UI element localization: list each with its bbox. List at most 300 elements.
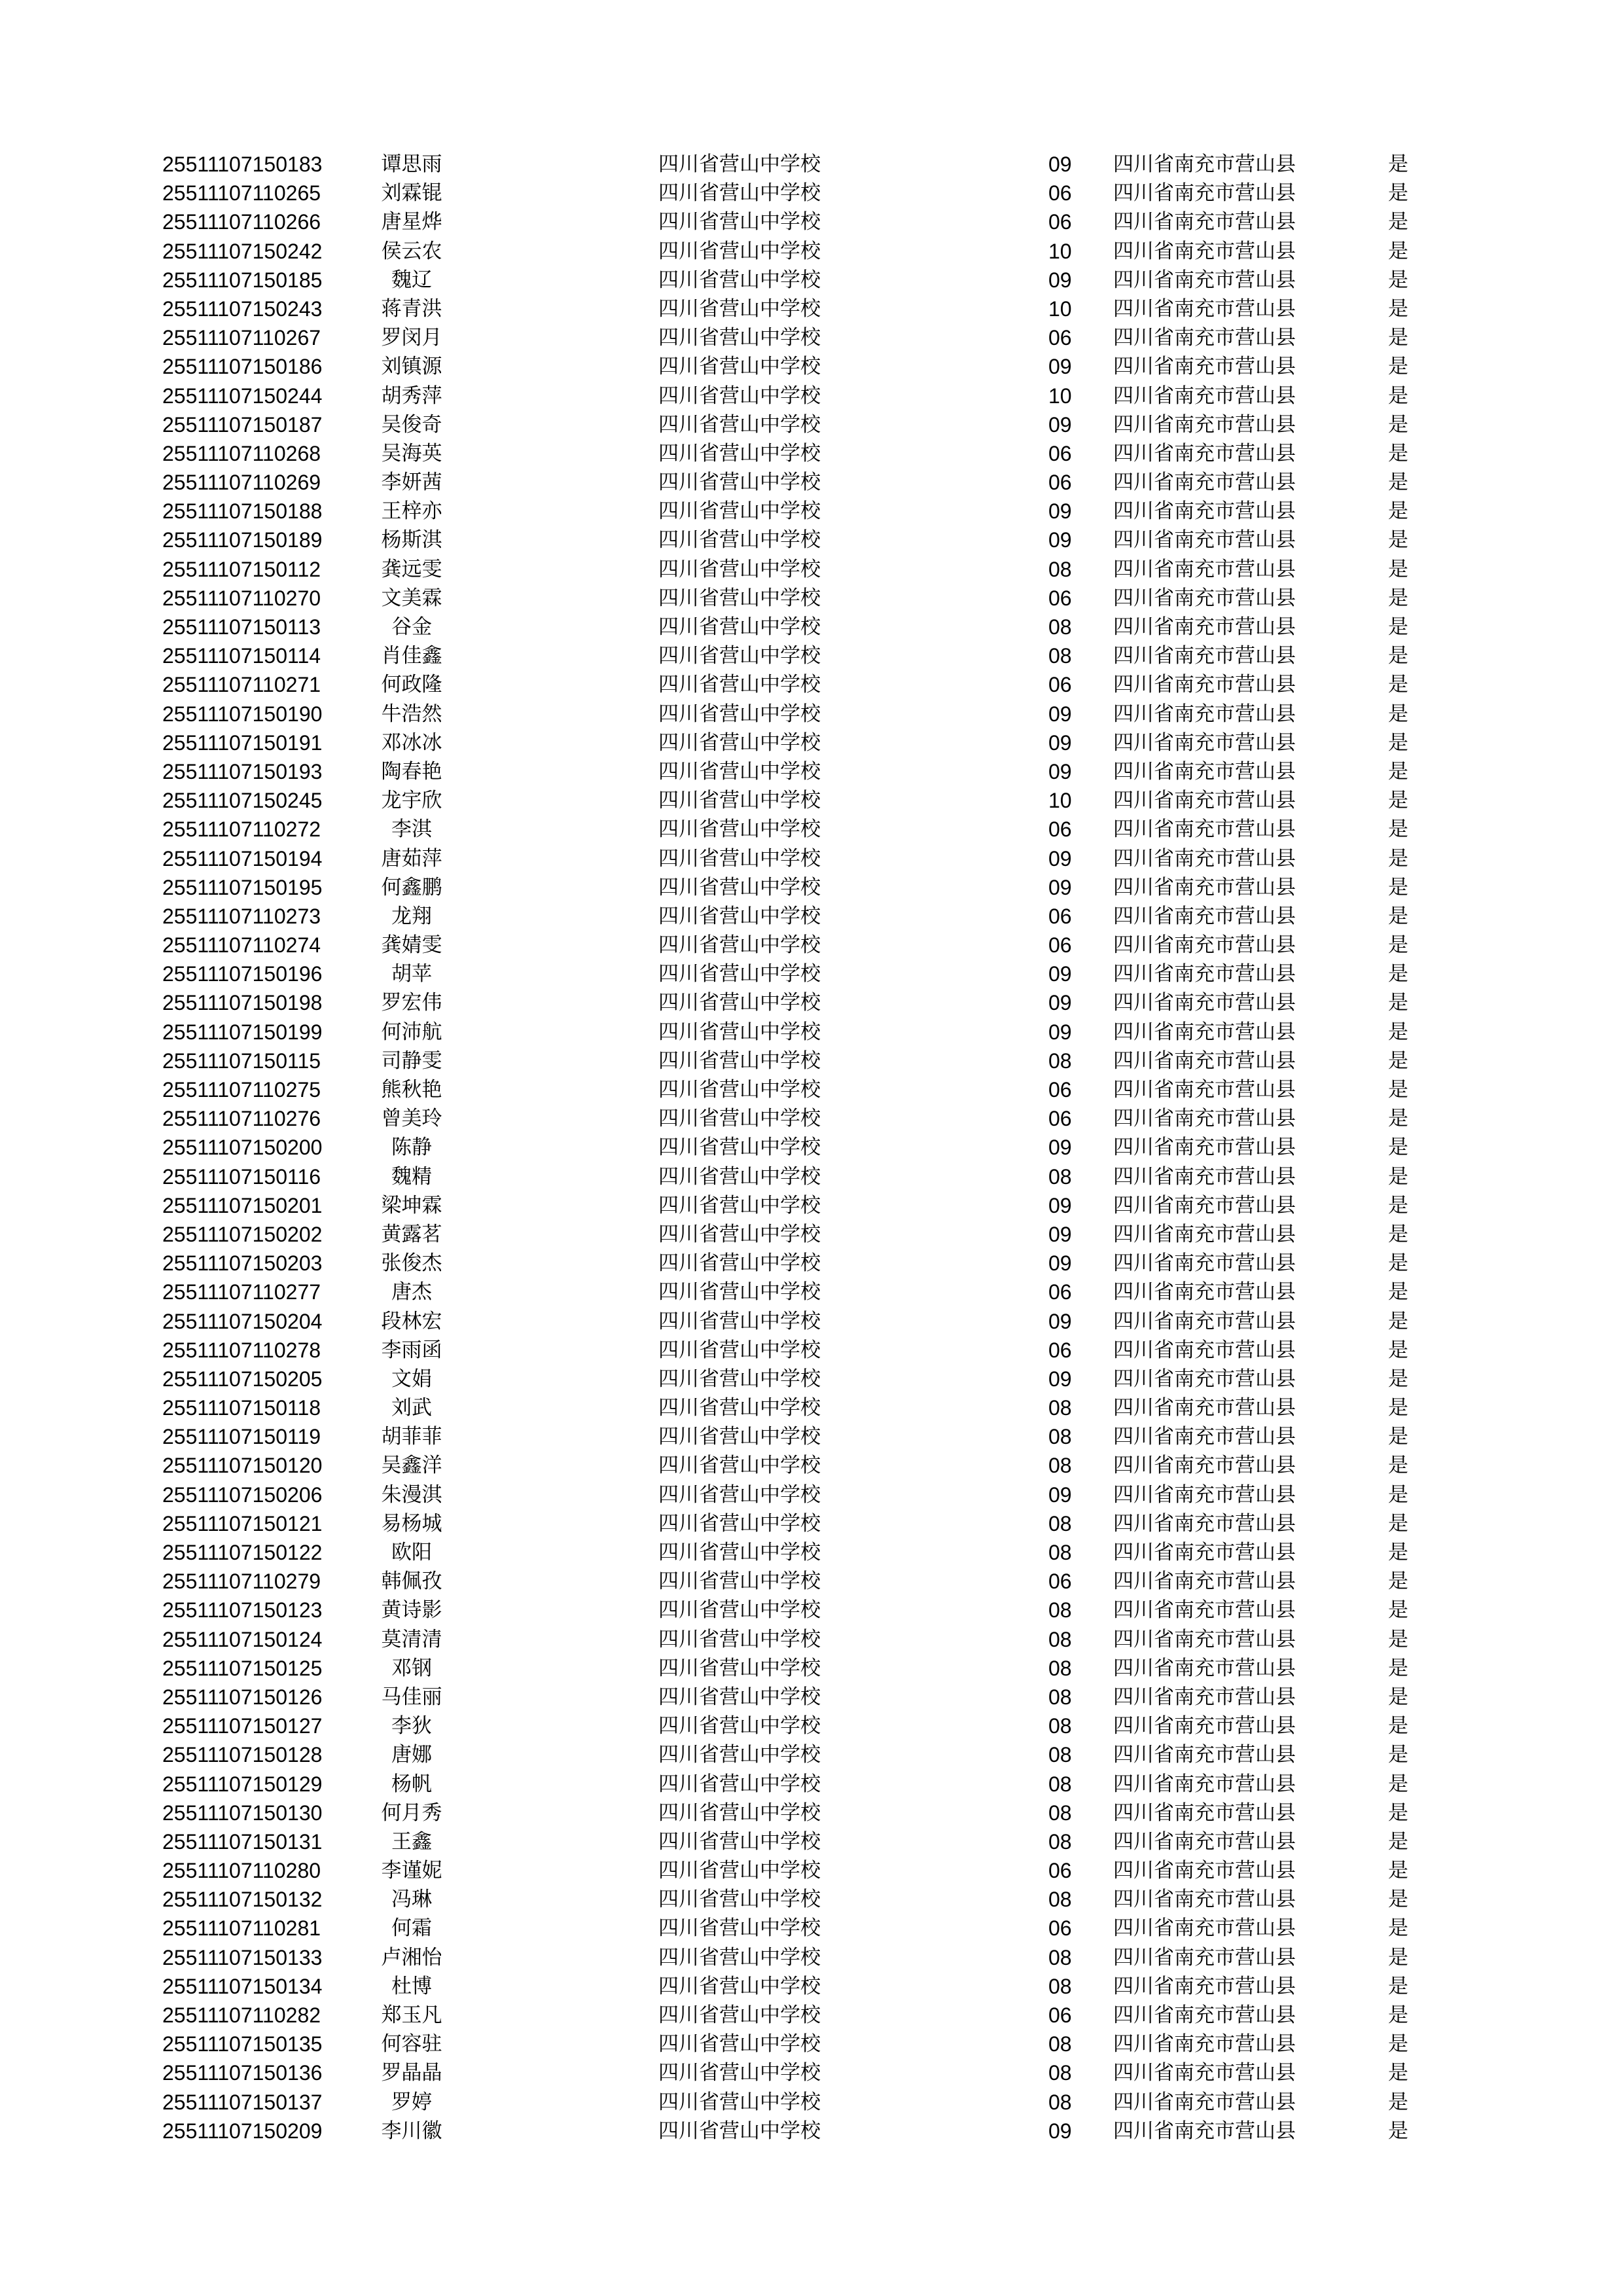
school-name: 四川省营山中学校 xyxy=(658,239,821,263)
student-name: 罗闵月 xyxy=(381,326,442,350)
region-name: 四川省南充市营山县 xyxy=(1113,384,1296,408)
student-id: 25511107110275 xyxy=(162,1078,321,1102)
school-name: 四川省营山中学校 xyxy=(658,817,821,842)
school-name: 四川省营山中学校 xyxy=(658,1888,821,1912)
student-name: 文娟 xyxy=(391,1367,432,1391)
eligibility-flag: 是 xyxy=(1388,1164,1408,1189)
student-id: 25511107150187 xyxy=(162,412,323,437)
student-name: 何霜 xyxy=(391,1916,432,1941)
region-name: 四川省南充市营山县 xyxy=(1113,1049,1296,1073)
grade-code: 08 xyxy=(1048,1541,1072,1564)
school-name: 四川省营山中学校 xyxy=(658,1945,821,1969)
eligibility-flag: 是 xyxy=(1388,268,1408,292)
school-name: 四川省营山中学校 xyxy=(658,268,821,292)
table-row xyxy=(0,1740,1623,1769)
grade-code: 09 xyxy=(1048,702,1072,726)
grade-code: 06 xyxy=(1048,1107,1072,1131)
table-row xyxy=(0,295,1623,323)
table-row xyxy=(0,1365,1623,1393)
student-name: 段林宏 xyxy=(381,1309,442,1333)
school-name: 四川省营山中学校 xyxy=(658,1772,821,1796)
student-id: 25511107110277 xyxy=(162,1280,321,1304)
region-name: 四川省南充市营山县 xyxy=(1113,1570,1296,1594)
region-name: 四川省南充市营山县 xyxy=(1113,1801,1296,1825)
student-id: 25511107150129 xyxy=(162,1772,323,1796)
region-name: 四川省南充市营山县 xyxy=(1113,1251,1296,1276)
school-name: 四川省营山中学校 xyxy=(658,673,821,697)
eligibility-flag: 是 xyxy=(1388,1888,1408,1912)
student-name: 谷金 xyxy=(391,615,432,639)
eligibility-flag: 是 xyxy=(1388,673,1408,697)
region-name: 四川省南充市营山县 xyxy=(1113,1020,1296,1044)
eligibility-flag: 是 xyxy=(1388,355,1408,379)
eligibility-flag: 是 xyxy=(1388,181,1408,206)
region-name: 四川省南充市营山县 xyxy=(1113,1482,1296,1507)
student-id: 25511107150114 xyxy=(162,644,321,668)
table-row xyxy=(0,815,1623,844)
school-name: 四川省营山中学校 xyxy=(658,1454,821,1478)
table-row xyxy=(0,468,1623,497)
grade-code: 08 xyxy=(1048,1454,1072,1478)
table-row xyxy=(0,1191,1623,1220)
student-name: 李妍茜 xyxy=(381,471,442,495)
region-name: 四川省南充市营山县 xyxy=(1113,846,1296,870)
school-name: 四川省营山中学校 xyxy=(658,296,821,321)
grade-code: 09 xyxy=(1048,1020,1072,1044)
grade-code: 09 xyxy=(1048,1222,1072,1246)
region-name: 四川省南充市营山县 xyxy=(1113,2090,1296,2114)
region-name: 四川省南充市营山县 xyxy=(1113,1107,1296,1131)
region-name: 四川省南充市营山县 xyxy=(1113,1309,1296,1333)
eligibility-flag: 是 xyxy=(1388,1222,1408,1246)
school-name: 四川省营山中学校 xyxy=(658,991,821,1015)
grade-code: 08 xyxy=(1048,1685,1072,1709)
table-row xyxy=(0,670,1623,699)
school-name: 四川省营山中学校 xyxy=(658,1916,821,1941)
grade-code: 06 xyxy=(1048,471,1072,495)
region-name: 四川省南充市营山县 xyxy=(1113,1916,1296,1941)
student-name: 肖佳鑫 xyxy=(381,644,442,668)
table-row xyxy=(0,844,1623,873)
school-name: 四川省营山中学校 xyxy=(658,1309,821,1333)
student-id: 25511107150137 xyxy=(162,2090,323,2114)
student-name: 李谨妮 xyxy=(381,1859,442,1883)
region-name: 四川省南充市营山县 xyxy=(1113,904,1296,928)
student-id: 25511107150127 xyxy=(162,1714,323,1738)
grade-code: 09 xyxy=(1048,962,1072,986)
student-id: 25511107150116 xyxy=(162,1164,321,1189)
school-name: 四川省营山中学校 xyxy=(658,441,821,465)
eligibility-flag: 是 xyxy=(1388,1743,1408,1767)
student-name: 杜博 xyxy=(391,1974,432,1998)
grade-code: 08 xyxy=(1048,1656,1072,1680)
grade-code: 06 xyxy=(1048,1078,1072,1102)
grade-code: 09 xyxy=(1048,1309,1072,1333)
table-row xyxy=(0,526,1623,554)
eligibility-flag: 是 xyxy=(1388,1801,1408,1825)
student-name: 罗宏伟 xyxy=(381,991,442,1015)
eligibility-flag: 是 xyxy=(1388,615,1408,639)
eligibility-flag: 是 xyxy=(1388,875,1408,899)
student-name: 易杨城 xyxy=(381,1511,442,1535)
grade-code: 06 xyxy=(1048,210,1072,234)
eligibility-flag: 是 xyxy=(1388,904,1408,928)
grade-code: 09 xyxy=(1048,2119,1072,2143)
student-id: 25511107110271 xyxy=(162,673,321,697)
region-name: 四川省南充市营山县 xyxy=(1113,1454,1296,1478)
student-id: 25511107150196 xyxy=(162,962,323,986)
grade-code: 09 xyxy=(1048,1367,1072,1391)
school-name: 四川省营山中学校 xyxy=(658,875,821,899)
region-name: 四川省南充市营山县 xyxy=(1113,326,1296,350)
eligibility-flag: 是 xyxy=(1388,1396,1408,1420)
school-name: 四川省营山中学校 xyxy=(658,1164,821,1189)
grade-code: 06 xyxy=(1048,1570,1072,1594)
grade-code: 08 xyxy=(1048,1801,1072,1825)
grade-code: 09 xyxy=(1048,268,1072,292)
table-row xyxy=(0,439,1623,468)
student-name: 李雨函 xyxy=(381,1338,442,1362)
school-name: 四川省营山中学校 xyxy=(658,1541,821,1564)
student-id: 25511107150131 xyxy=(162,1829,323,1854)
eligibility-flag: 是 xyxy=(1388,1193,1408,1217)
student-name: 龙宇欣 xyxy=(381,789,442,813)
eligibility-flag: 是 xyxy=(1388,239,1408,263)
school-name: 四川省营山中学校 xyxy=(658,1714,821,1738)
eligibility-flag: 是 xyxy=(1388,1511,1408,1535)
table-row xyxy=(0,410,1623,439)
grade-code: 06 xyxy=(1048,2003,1072,2027)
student-name: 邓钢 xyxy=(391,1656,432,1680)
student-id: 25511107110279 xyxy=(162,1570,321,1594)
student-id: 25511107150186 xyxy=(162,355,323,379)
grade-code: 08 xyxy=(1048,615,1072,639)
eligibility-flag: 是 xyxy=(1388,759,1408,783)
student-id: 25511107110269 xyxy=(162,471,321,495)
student-name: 欧阳 xyxy=(391,1541,432,1564)
school-name: 四川省营山中学校 xyxy=(658,152,821,176)
region-name: 四川省南充市营山县 xyxy=(1113,644,1296,668)
eligibility-flag: 是 xyxy=(1388,1367,1408,1391)
student-id: 25511107110274 xyxy=(162,933,321,958)
table-row xyxy=(0,786,1623,815)
grade-code: 08 xyxy=(1048,1598,1072,1623)
eligibility-flag: 是 xyxy=(1388,644,1408,668)
eligibility-flag: 是 xyxy=(1388,1251,1408,1276)
student-id: 25511107150123 xyxy=(162,1598,323,1623)
student-name: 马佳丽 xyxy=(381,1685,442,1709)
table-row xyxy=(0,1509,1623,1538)
eligibility-flag: 是 xyxy=(1388,2061,1408,2085)
school-name: 四川省营山中学校 xyxy=(658,1974,821,1998)
region-name: 四川省南充市营山县 xyxy=(1113,2119,1296,2143)
grade-code: 08 xyxy=(1048,1511,1072,1535)
school-name: 四川省营山中学校 xyxy=(658,1020,821,1044)
student-name: 李狄 xyxy=(391,1714,432,1738)
eligibility-flag: 是 xyxy=(1388,789,1408,813)
region-name: 四川省南充市营山县 xyxy=(1113,471,1296,495)
student-name: 李淇 xyxy=(391,817,432,842)
table-row xyxy=(0,1856,1623,1885)
grade-code: 08 xyxy=(1048,2090,1072,2114)
grade-code: 06 xyxy=(1048,441,1072,465)
eligibility-flag: 是 xyxy=(1388,1656,1408,1680)
eligibility-flag: 是 xyxy=(1388,1627,1408,1651)
student-id: 25511107150209 xyxy=(162,2119,323,2143)
student-name: 刘霖锟 xyxy=(381,181,442,206)
school-name: 四川省营山中学校 xyxy=(658,1222,821,1246)
school-name: 四川省营山中学校 xyxy=(658,933,821,958)
student-name: 谭思雨 xyxy=(381,152,442,176)
school-name: 四川省营山中学校 xyxy=(658,1801,821,1825)
region-name: 四川省南充市营山县 xyxy=(1113,1425,1296,1449)
school-name: 四川省营山中学校 xyxy=(658,1829,821,1854)
school-name: 四川省营山中学校 xyxy=(658,702,821,726)
student-id: 25511107150112 xyxy=(162,557,321,581)
eligibility-flag: 是 xyxy=(1388,1309,1408,1333)
student-id: 25511107150135 xyxy=(162,2032,323,2056)
grade-code: 09 xyxy=(1048,991,1072,1015)
table-row xyxy=(0,873,1623,902)
region-name: 四川省南充市营山县 xyxy=(1113,962,1296,986)
school-name: 四川省营山中学校 xyxy=(658,1570,821,1594)
grade-code: 06 xyxy=(1048,181,1072,206)
school-name: 四川省营山中学校 xyxy=(658,615,821,639)
student-name: 唐茹萍 xyxy=(381,846,442,870)
table-row xyxy=(0,1770,1623,1799)
student-name: 王梓亦 xyxy=(381,499,442,524)
student-name: 梁坤霖 xyxy=(381,1193,442,1217)
eligibility-flag: 是 xyxy=(1388,2032,1408,2056)
region-name: 四川省南充市营山县 xyxy=(1113,615,1296,639)
region-name: 四川省南充市营山县 xyxy=(1113,586,1296,610)
student-name: 熊秋艳 xyxy=(381,1078,442,1102)
region-name: 四川省南充市营山县 xyxy=(1113,1193,1296,1217)
grade-code: 06 xyxy=(1048,326,1072,350)
school-name: 四川省营山中学校 xyxy=(658,210,821,234)
grade-code: 06 xyxy=(1048,1280,1072,1304)
student-name: 莫清清 xyxy=(381,1627,442,1651)
table-row xyxy=(0,1047,1623,1075)
table-row xyxy=(0,700,1623,728)
grade-code: 08 xyxy=(1048,1945,1072,1969)
school-name: 四川省营山中学校 xyxy=(658,1193,821,1217)
region-name: 四川省南充市营山县 xyxy=(1113,1685,1296,1709)
student-id: 25511107110272 xyxy=(162,817,321,842)
eligibility-flag: 是 xyxy=(1388,1598,1408,1623)
school-name: 四川省营山中学校 xyxy=(658,1107,821,1131)
student-id: 25511107110266 xyxy=(162,210,321,234)
student-id: 25511107110270 xyxy=(162,586,321,610)
table-row xyxy=(0,641,1623,670)
student-id: 25511107110278 xyxy=(162,1338,321,1362)
region-name: 四川省南充市营山县 xyxy=(1113,1714,1296,1738)
student-name: 杨帆 xyxy=(391,1772,432,1796)
table-row xyxy=(0,1249,1623,1278)
region-name: 四川省南充市营山县 xyxy=(1113,210,1296,234)
school-name: 四川省营山中学校 xyxy=(658,2090,821,2114)
table-row xyxy=(0,2088,1623,2117)
eligibility-flag: 是 xyxy=(1388,499,1408,524)
grade-code: 08 xyxy=(1048,1714,1072,1738)
region-name: 四川省南充市营山县 xyxy=(1113,412,1296,437)
table-row xyxy=(0,150,1623,179)
region-name: 四川省南充市营山县 xyxy=(1113,789,1296,813)
region-name: 四川省南充市营山县 xyxy=(1113,296,1296,321)
grade-code: 09 xyxy=(1048,412,1072,437)
grade-code: 06 xyxy=(1048,904,1072,928)
student-name: 陶春艳 xyxy=(381,759,442,783)
table-row xyxy=(0,1683,1623,1712)
eligibility-flag: 是 xyxy=(1388,1829,1408,1854)
school-name: 四川省营山中学校 xyxy=(658,1656,821,1680)
school-name: 四川省营山中学校 xyxy=(658,1078,821,1102)
region-name: 四川省南充市营山县 xyxy=(1113,991,1296,1015)
table-row xyxy=(0,2058,1623,2087)
region-name: 四川省南充市营山县 xyxy=(1113,2032,1296,2056)
table-row xyxy=(0,1827,1623,1856)
eligibility-flag: 是 xyxy=(1388,2119,1408,2143)
school-name: 四川省营山中学校 xyxy=(658,1396,821,1420)
student-id: 25511107110267 xyxy=(162,326,321,350)
eligibility-flag: 是 xyxy=(1388,1425,1408,1449)
region-name: 四川省南充市营山县 xyxy=(1113,528,1296,552)
school-name: 四川省营山中学校 xyxy=(658,326,821,350)
grade-code: 06 xyxy=(1048,817,1072,842)
student-name: 罗婷 xyxy=(391,2090,432,2114)
grade-code: 09 xyxy=(1048,875,1072,899)
student-id: 25511107110282 xyxy=(162,2003,321,2027)
eligibility-flag: 是 xyxy=(1388,528,1408,552)
grade-code: 08 xyxy=(1048,557,1072,581)
student-name: 胡秀萍 xyxy=(381,384,442,408)
table-row xyxy=(0,1567,1623,1596)
school-name: 四川省营山中学校 xyxy=(658,2003,821,2027)
student-id: 25511107150202 xyxy=(162,1222,323,1246)
student-id: 25511107150206 xyxy=(162,1482,323,1507)
table-row xyxy=(0,382,1623,410)
student-id: 25511107150188 xyxy=(162,499,323,524)
student-name: 唐星烨 xyxy=(381,210,442,234)
eligibility-flag: 是 xyxy=(1388,1772,1408,1796)
school-name: 四川省营山中学校 xyxy=(658,1859,821,1883)
school-name: 四川省营山中学校 xyxy=(658,2061,821,2085)
eligibility-flag: 是 xyxy=(1388,1974,1408,1998)
student-id: 25511107150121 xyxy=(162,1511,323,1535)
table-row xyxy=(0,2030,1623,2058)
eligibility-flag: 是 xyxy=(1388,962,1408,986)
student-name: 蒋青洪 xyxy=(381,296,442,321)
student-name: 唐娜 xyxy=(391,1743,432,1767)
student-name: 冯琳 xyxy=(391,1888,432,1912)
student-name: 侯云农 xyxy=(381,239,442,263)
grade-code: 08 xyxy=(1048,1743,1072,1767)
student-id: 25511107150205 xyxy=(162,1367,323,1391)
grade-code: 09 xyxy=(1048,499,1072,524)
table-row xyxy=(0,2117,1623,2145)
region-name: 四川省南充市营山县 xyxy=(1113,2003,1296,2027)
eligibility-flag: 是 xyxy=(1388,557,1408,581)
student-name: 司静雯 xyxy=(381,1049,442,1073)
grade-code: 09 xyxy=(1048,1251,1072,1276)
eligibility-flag: 是 xyxy=(1388,2090,1408,2114)
eligibility-flag: 是 xyxy=(1388,1859,1408,1883)
eligibility-flag: 是 xyxy=(1388,296,1408,321)
eligibility-flag: 是 xyxy=(1388,441,1408,465)
school-name: 四川省营山中学校 xyxy=(658,471,821,495)
table-row xyxy=(0,179,1623,207)
eligibility-flag: 是 xyxy=(1388,1136,1408,1160)
eligibility-flag: 是 xyxy=(1388,152,1408,176)
eligibility-flag: 是 xyxy=(1388,1916,1408,1941)
region-name: 四川省南充市营山县 xyxy=(1113,1888,1296,1912)
student-id: 25511107150190 xyxy=(162,702,323,726)
student-name: 邓冰冰 xyxy=(381,730,442,755)
student-name: 郑玉凡 xyxy=(381,2003,442,2027)
student-name: 何政隆 xyxy=(381,673,442,697)
student-id: 25511107150203 xyxy=(162,1251,323,1276)
table-row xyxy=(0,1480,1623,1509)
school-name: 四川省营山中学校 xyxy=(658,1280,821,1304)
student-id: 25511107150130 xyxy=(162,1801,323,1825)
grade-code: 09 xyxy=(1048,846,1072,870)
school-name: 四川省营山中学校 xyxy=(658,557,821,581)
school-name: 四川省营山中学校 xyxy=(658,1338,821,1362)
table-row xyxy=(0,1220,1623,1249)
student-name: 朱漫淇 xyxy=(381,1482,442,1507)
student-name: 魏辽 xyxy=(391,268,432,292)
eligibility-flag: 是 xyxy=(1388,384,1408,408)
table-row xyxy=(0,497,1623,526)
region-name: 四川省南充市营山县 xyxy=(1113,1627,1296,1651)
student-name: 龚婧雯 xyxy=(381,933,442,958)
grade-code: 10 xyxy=(1048,296,1072,321)
region-name: 四川省南充市营山县 xyxy=(1113,730,1296,755)
student-name: 黄诗影 xyxy=(381,1598,442,1623)
school-name: 四川省营山中学校 xyxy=(658,384,821,408)
school-name: 四川省营山中学校 xyxy=(658,355,821,379)
student-id: 25511107150243 xyxy=(162,296,323,321)
table-row xyxy=(0,1538,1623,1567)
eligibility-flag: 是 xyxy=(1388,210,1408,234)
school-name: 四川省营山中学校 xyxy=(658,962,821,986)
eligibility-flag: 是 xyxy=(1388,1338,1408,1362)
student-name: 何沛航 xyxy=(381,1020,442,1044)
eligibility-flag: 是 xyxy=(1388,1049,1408,1073)
student-name: 吴俊奇 xyxy=(381,412,442,437)
table-row xyxy=(0,1943,1623,1972)
student-id: 25511107150124 xyxy=(162,1627,323,1651)
grade-code: 10 xyxy=(1048,239,1072,263)
student-name: 罗晶晶 xyxy=(381,2061,442,2085)
grade-code: 08 xyxy=(1048,644,1072,668)
grade-code: 08 xyxy=(1048,1425,1072,1449)
student-name: 何鑫鹏 xyxy=(381,875,442,899)
student-id: 25511107150122 xyxy=(162,1541,323,1564)
region-name: 四川省南充市营山县 xyxy=(1113,355,1296,379)
school-name: 四川省营山中学校 xyxy=(658,1598,821,1623)
grade-code: 09 xyxy=(1048,759,1072,783)
eligibility-flag: 是 xyxy=(1388,326,1408,350)
region-name: 四川省南充市营山县 xyxy=(1113,1164,1296,1189)
student-name: 王鑫 xyxy=(391,1829,432,1854)
student-name: 何容驻 xyxy=(381,2032,442,2056)
region-name: 四川省南充市营山县 xyxy=(1113,673,1296,697)
eligibility-flag: 是 xyxy=(1388,1107,1408,1131)
school-name: 四川省营山中学校 xyxy=(658,181,821,206)
table-row xyxy=(0,902,1623,931)
student-id: 25511107150128 xyxy=(162,1743,323,1767)
